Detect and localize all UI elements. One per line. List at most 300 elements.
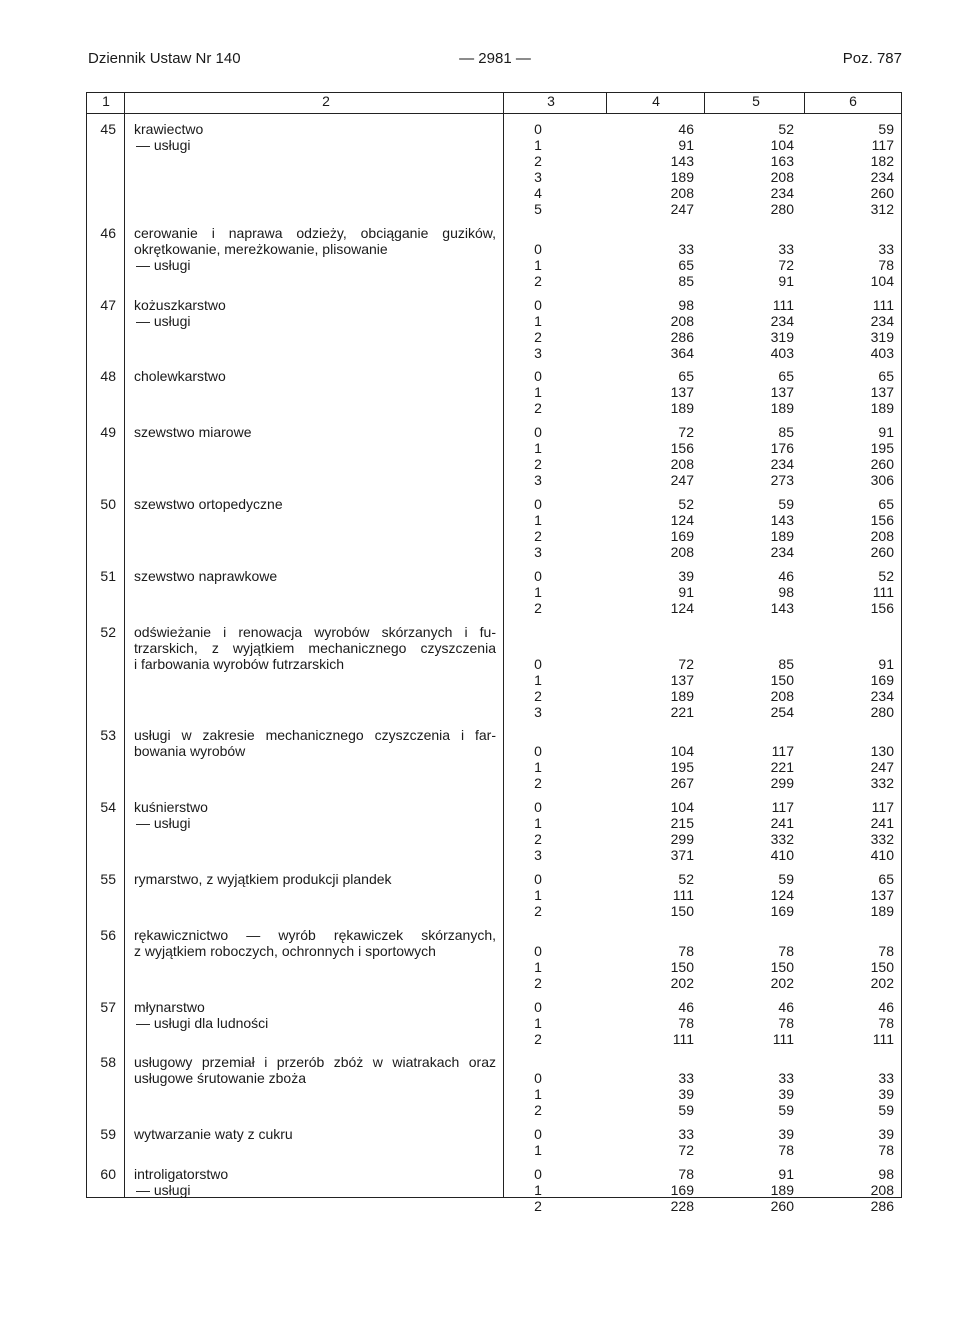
rate-col-4: 137	[670, 384, 694, 401]
rate-row	[0, 600, 960, 616]
rate-col-6: 156	[870, 599, 894, 616]
rate-col-6: 241	[870, 815, 894, 832]
description-line: trzarskich, z wyjątkiem mechanicznego czyszczenia	[134, 639, 496, 656]
rate-col-5: 78	[778, 942, 794, 959]
rate-col-4: 65	[678, 256, 694, 273]
group-code: 1	[534, 512, 542, 528]
group-code: 2	[534, 903, 542, 919]
rate-col-5: 33	[778, 240, 794, 257]
rate-row	[0, 257, 960, 273]
rate-col-6: 117	[871, 799, 894, 816]
rate-col-6: 111	[872, 1030, 894, 1047]
rate-col-6: 156	[870, 512, 894, 528]
rate-row	[0, 440, 960, 456]
rate-col-5: 59	[778, 871, 794, 887]
row-number: 54	[100, 799, 116, 816]
rate-col-6: 39	[878, 1126, 894, 1143]
description-line: — usługi	[136, 137, 191, 153]
rate-col-5: 280	[770, 201, 794, 217]
rate-row	[0, 775, 960, 791]
rate-col-5: 176	[770, 440, 794, 457]
group-code: 0	[534, 998, 542, 1015]
rate-col-4: 104	[670, 743, 694, 760]
rate-col-6: 280	[870, 703, 894, 720]
group-code: 0	[534, 240, 542, 257]
group-code: 2	[534, 1198, 542, 1214]
description-line: szewstwo naprawkowe	[134, 567, 278, 584]
group-code: 1	[534, 671, 542, 688]
column-header-4: 4	[652, 93, 660, 109]
rate-col-5: 189	[770, 400, 794, 417]
rate-col-4: 189	[670, 169, 694, 185]
rate-col-4: 72	[678, 655, 694, 672]
row-number: 57	[100, 998, 116, 1015]
description-line: z wyjątkiem roboczych, ochronnych i sportowych	[134, 942, 436, 959]
rate-col-5: 91	[778, 1166, 794, 1182]
rate-col-6: 260	[870, 544, 894, 560]
rate-row	[0, 903, 960, 919]
rate-col-4: 189	[670, 687, 694, 704]
rate-col-4: 371	[670, 847, 694, 864]
rate-row	[0, 313, 960, 329]
rate-col-4: 104	[670, 799, 694, 816]
group-code: 3	[534, 344, 542, 361]
rate-col-6: 189	[870, 903, 894, 919]
rate-row	[0, 847, 960, 863]
rate-col-6: 189	[870, 400, 894, 417]
rate-row	[0, 656, 960, 672]
group-code: 2	[534, 974, 542, 991]
rate-col-5: 234	[770, 544, 794, 560]
rate-col-6: 65	[878, 496, 894, 512]
rate-col-5: 332	[770, 831, 794, 848]
group-code: 3	[534, 544, 542, 560]
rate-col-4: 215	[670, 815, 694, 832]
rate-col-6: 111	[872, 583, 894, 600]
group-code: 0	[534, 799, 542, 816]
group-code: 1	[534, 384, 542, 401]
rate-col-4: 72	[678, 1142, 694, 1159]
group-code: 0	[534, 655, 542, 672]
rate-col-6: 65	[878, 871, 894, 887]
rate-col-6: 117	[871, 137, 894, 153]
row-number: 55	[100, 871, 116, 887]
rate-col-4: 299	[670, 831, 694, 848]
rate-col-6: 319	[870, 328, 894, 345]
rate-col-6: 65	[878, 368, 894, 385]
journal-title: Dziennik Ustaw Nr 140	[88, 50, 241, 67]
rate-col-4: 286	[670, 328, 694, 345]
rate-col-4: 78	[678, 1166, 694, 1182]
rate-col-5: 260	[770, 1198, 794, 1214]
rate-row	[0, 169, 960, 185]
description-line: usługowy przemiał i przerób zbóż w wiatrakach oraz	[134, 1054, 496, 1071]
group-code: 1	[534, 887, 542, 903]
description-line: — usługi dla ludności	[136, 1014, 269, 1031]
group-code: 2	[534, 400, 542, 417]
group-code: 0	[534, 496, 542, 512]
rate-row	[0, 672, 960, 688]
rate-col-5: 52	[778, 121, 794, 137]
rate-col-6: 332	[870, 831, 894, 848]
rate-col-4: 189	[670, 400, 694, 417]
row-number: 59	[100, 1126, 116, 1143]
rate-row	[0, 345, 960, 361]
rate-row	[0, 329, 960, 345]
rate-col-5: 234	[770, 185, 794, 201]
rate-col-5: 163	[770, 153, 794, 169]
rate-col-5: 208	[770, 169, 794, 185]
rate-col-4: 267	[670, 775, 694, 792]
rate-col-6: 150	[870, 958, 894, 975]
rate-col-5: 169	[770, 903, 794, 919]
rate-col-4: 169	[670, 1182, 694, 1198]
rate-row	[0, 999, 960, 1015]
rate-row	[0, 241, 960, 257]
rate-row	[0, 975, 960, 991]
rate-col-6: 234	[870, 169, 894, 185]
rate-col-6: 78	[878, 1014, 894, 1031]
description-line: usługowe śrutowanie zboża	[134, 1070, 306, 1087]
rate-col-5: 46	[778, 998, 794, 1015]
rate-col-4: 46	[678, 121, 694, 137]
rate-row	[0, 688, 960, 704]
rate-col-6: 169	[870, 671, 894, 688]
rate-col-5: 234	[770, 456, 794, 473]
description-line: kożuszkarstwo	[134, 296, 226, 313]
row-number: 53	[100, 727, 116, 744]
rate-row	[0, 1086, 960, 1102]
rate-col-5: 319	[770, 328, 794, 345]
rate-col-6: 91	[878, 655, 894, 672]
rate-col-4: 143	[670, 153, 694, 169]
column-header-5: 5	[752, 93, 760, 109]
rate-col-4: 52	[678, 871, 694, 887]
rate-col-4: 137	[670, 671, 694, 688]
rate-row	[0, 799, 960, 815]
row-number: 56	[100, 926, 116, 943]
rate-row	[0, 815, 960, 831]
rate-row	[0, 153, 960, 169]
rate-col-4: 208	[670, 185, 694, 201]
rate-col-6: 260	[870, 456, 894, 473]
group-code: 2	[534, 272, 542, 289]
rate-col-5: 85	[778, 655, 794, 672]
column-header-6: 6	[849, 93, 857, 109]
description-line: cholewkarstwo	[134, 368, 226, 385]
rate-col-6: 208	[870, 1182, 894, 1198]
group-code: 2	[534, 1102, 542, 1119]
row-number: 60	[100, 1166, 116, 1182]
rate-row	[0, 959, 960, 975]
rate-row	[0, 512, 960, 528]
description-line: — usługi	[136, 256, 191, 273]
group-code: 0	[534, 743, 542, 760]
description-line: bowania wyrobów	[134, 743, 246, 760]
rate-row	[0, 201, 960, 217]
rate-col-6: 202	[870, 974, 894, 991]
rate-col-5: 72	[778, 256, 794, 273]
rate-row	[0, 528, 960, 544]
group-code: 2	[534, 831, 542, 848]
rate-col-6: 247	[870, 759, 894, 776]
description-line: młynarstwo	[134, 998, 205, 1015]
rate-col-4: 124	[670, 512, 694, 528]
rate-col-4: 195	[670, 759, 694, 776]
rate-col-4: 221	[670, 703, 694, 720]
rate-col-5: 111	[772, 296, 794, 313]
rate-col-5: 117	[771, 743, 794, 760]
rate-col-5: 403	[770, 344, 794, 361]
rate-col-4: 72	[678, 424, 694, 441]
group-code: 3	[534, 703, 542, 720]
rate-col-5: 91	[778, 272, 794, 289]
rate-col-4: 150	[670, 958, 694, 975]
description-line: okrętkowanie, mereżkowanie, plisowanie	[134, 240, 388, 257]
rate-col-6: 33	[878, 240, 894, 257]
group-code: 1	[534, 1014, 542, 1031]
description-line: rymarstwo, z wyjątkiem produkcji plandek	[134, 871, 392, 887]
group-code: 2	[534, 528, 542, 544]
rate-col-6: 234	[870, 687, 894, 704]
rate-row	[0, 424, 960, 440]
group-code: 1	[534, 815, 542, 832]
rate-col-4: 59	[678, 1102, 694, 1119]
group-code: 1	[534, 759, 542, 776]
group-code: 4	[534, 185, 542, 201]
group-code: 1	[534, 440, 542, 457]
rate-col-5: 111	[772, 1030, 794, 1047]
rate-col-5: 39	[778, 1086, 794, 1103]
group-code: 2	[534, 687, 542, 704]
rate-row	[0, 568, 960, 584]
rate-row	[0, 871, 960, 887]
rate-row	[0, 1198, 960, 1214]
rate-col-6: 332	[870, 775, 894, 792]
rate-col-6: 46	[878, 998, 894, 1015]
group-code: 2	[534, 456, 542, 473]
description-line: i farbowania wyrobów futrzarskich	[134, 655, 345, 672]
rate-col-4: 150	[670, 903, 694, 919]
rate-col-4: 33	[678, 240, 694, 257]
rate-col-5: 221	[770, 759, 794, 776]
row-number: 46	[100, 224, 116, 241]
rate-col-4: 208	[670, 456, 694, 473]
rate-col-4: 208	[670, 544, 694, 560]
rate-row	[0, 1102, 960, 1118]
row-number: 48	[100, 368, 116, 385]
rate-row	[0, 1126, 960, 1142]
rate-col-5: 59	[778, 1102, 794, 1119]
rate-col-4: 364	[670, 344, 694, 361]
rate-col-5: 202	[770, 974, 794, 991]
rate-col-5: 299	[770, 775, 794, 792]
rate-row	[0, 185, 960, 201]
rate-col-5: 98	[778, 583, 794, 600]
rate-col-5: 410	[770, 847, 794, 864]
rate-row	[0, 1166, 960, 1182]
rate-row	[0, 384, 960, 400]
rate-row	[0, 704, 960, 720]
rate-col-6: 59	[878, 1102, 894, 1119]
rate-col-5: 150	[770, 958, 794, 975]
rate-col-6: 208	[870, 528, 894, 544]
rate-col-4: 247	[670, 201, 694, 217]
rate-row	[0, 943, 960, 959]
column-header-1: 1	[102, 93, 110, 109]
group-code: 3	[534, 847, 542, 864]
description-line: odświeżanie i renowacja wyrobów skórzanych i fu-	[134, 623, 496, 640]
rate-row	[0, 743, 960, 759]
rate-col-6: 33	[878, 1070, 894, 1087]
rate-row	[0, 1070, 960, 1086]
description-line: kuśnierstwo	[134, 799, 208, 816]
group-code: 0	[534, 1126, 542, 1143]
rate-col-6: 182	[870, 153, 894, 169]
group-code: 2	[534, 328, 542, 345]
rate-col-5: 137	[770, 384, 794, 401]
rate-row	[0, 584, 960, 600]
rate-col-4: 39	[678, 567, 694, 584]
rate-row	[0, 887, 960, 903]
group-code: 1	[534, 1086, 542, 1103]
rate-col-5: 143	[770, 599, 794, 616]
rate-col-6: 306	[870, 472, 894, 489]
rate-col-6: 59	[878, 121, 894, 137]
rate-col-6: 104	[870, 272, 894, 289]
group-code: 3	[534, 472, 542, 489]
rate-col-4: 156	[670, 440, 694, 457]
rate-col-5: 117	[771, 799, 794, 816]
rate-col-6: 98	[878, 1166, 894, 1182]
group-code: 0	[534, 871, 542, 887]
rate-row	[0, 759, 960, 775]
rate-col-4: 98	[678, 296, 694, 313]
description-line: szewstwo ortopedyczne	[134, 496, 283, 512]
rate-col-4: 78	[678, 942, 694, 959]
rate-row	[0, 1031, 960, 1047]
rate-col-6: 111	[872, 296, 894, 313]
rate-col-4: 91	[678, 583, 694, 600]
description-line: szewstwo miarowe	[134, 424, 252, 441]
rate-col-6: 91	[878, 424, 894, 441]
rate-col-5: 241	[770, 815, 794, 832]
rate-col-5: 124	[770, 887, 794, 903]
description-line: rękawicznictwo — wyrób rękawiczek skórzanych,	[134, 926, 496, 943]
rate-col-4: 202	[670, 974, 694, 991]
group-code: 0	[534, 567, 542, 584]
group-code: 1	[534, 1182, 542, 1198]
rate-col-5: 189	[770, 1182, 794, 1198]
rate-col-6: 410	[870, 847, 894, 864]
rate-row	[0, 137, 960, 153]
rate-row	[0, 297, 960, 313]
rate-col-4: 33	[678, 1070, 694, 1087]
rate-col-6: 260	[870, 185, 894, 201]
group-code: 0	[534, 368, 542, 385]
group-code: 1	[534, 312, 542, 329]
rate-col-5: 208	[770, 687, 794, 704]
rate-col-4: 85	[678, 272, 694, 289]
rate-col-4: 111	[672, 1030, 694, 1047]
rate-col-4: 46	[678, 998, 694, 1015]
rate-col-4: 39	[678, 1086, 694, 1103]
group-code: 2	[534, 599, 542, 616]
rate-col-5: 85	[778, 424, 794, 441]
rate-row	[0, 1015, 960, 1031]
group-code: 0	[534, 296, 542, 313]
group-code: 0	[534, 942, 542, 959]
rate-row	[0, 1142, 960, 1158]
group-code: 1	[534, 958, 542, 975]
rate-col-5: 65	[778, 368, 794, 385]
rate-col-5: 46	[778, 567, 794, 584]
description-line: usługi w zakresie mechanicznego czyszczenia i far-	[134, 727, 496, 744]
group-code: 1	[534, 256, 542, 273]
group-code: 1	[534, 137, 542, 153]
rate-col-4: 65	[678, 368, 694, 385]
description-line: — usługi	[136, 815, 191, 832]
group-code: 0	[534, 1166, 542, 1182]
rate-col-5: 273	[770, 472, 794, 489]
rate-col-6: 286	[870, 1198, 894, 1214]
rate-col-5: 39	[778, 1126, 794, 1143]
rate-row	[0, 368, 960, 384]
group-code: 5	[534, 201, 542, 217]
description-line: krawiectwo	[134, 121, 204, 137]
rate-col-5: 104	[770, 137, 794, 153]
rate-col-5: 189	[770, 528, 794, 544]
rate-col-4: 52	[678, 496, 694, 512]
row-number: 51	[100, 567, 116, 584]
rate-row	[0, 400, 960, 416]
group-code: 2	[534, 775, 542, 792]
group-code: 1	[534, 583, 542, 600]
rate-col-4: 169	[670, 528, 694, 544]
rate-col-4: 124	[670, 599, 694, 616]
rate-col-6: 52	[878, 567, 894, 584]
rate-row	[0, 831, 960, 847]
rate-col-4: 208	[670, 312, 694, 329]
rate-col-4: 78	[678, 1014, 694, 1031]
rate-col-6: 137	[870, 384, 894, 401]
rate-col-6: 78	[878, 256, 894, 273]
rate-col-5: 234	[770, 312, 794, 329]
rate-col-6: 78	[878, 942, 894, 959]
rate-col-6: 312	[870, 201, 894, 217]
page-number: — 2981 —	[459, 50, 531, 67]
column-header-3: 3	[547, 93, 555, 109]
rate-row	[0, 121, 960, 137]
rate-col-6: 137	[870, 887, 894, 903]
rate-col-5: 78	[778, 1014, 794, 1031]
description-line: wytwarzanie waty z cukru	[134, 1126, 293, 1143]
group-code: 0	[534, 121, 542, 137]
row-number: 50	[100, 496, 116, 512]
rate-col-6: 403	[870, 344, 894, 361]
rate-col-4: 111	[672, 887, 694, 903]
rate-col-6: 195	[870, 440, 894, 457]
position-number: Poz. 787	[842, 50, 902, 67]
rate-col-5: 150	[770, 671, 794, 688]
description-line: — usługi	[136, 312, 191, 329]
rate-row	[0, 472, 960, 488]
group-code: 0	[534, 424, 542, 441]
row-number: 52	[100, 623, 116, 640]
rate-col-6: 39	[878, 1086, 894, 1103]
rate-col-4: 247	[670, 472, 694, 489]
rate-col-4: 228	[670, 1198, 694, 1214]
